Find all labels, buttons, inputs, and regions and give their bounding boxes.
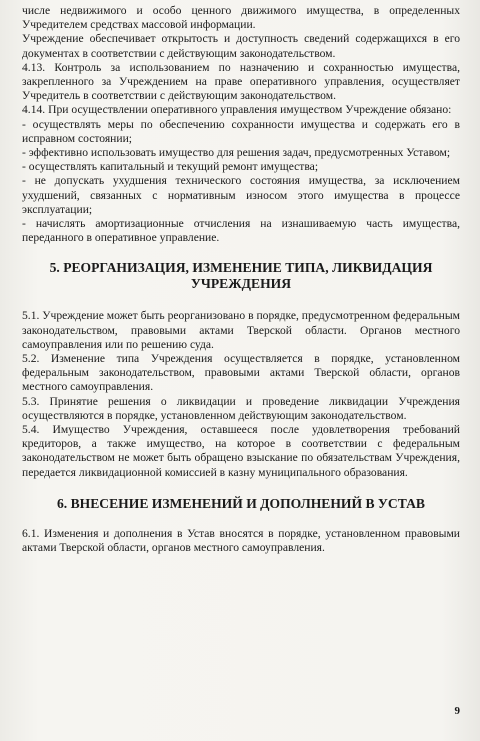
section-5-heading: 5. РЕОРГАНИЗАЦИЯ, ИЗМЕНЕНИЕ ТИПА, ЛИКВИДАЦИЯ УЧРЕЖДЕНИЯ (49, 260, 433, 292)
page-number: 9 (454, 705, 460, 717)
paragraph-6-1: 6.1. Изменения и дополнения в Устав вносятся в порядке, установленном правовыми актами Тверской области, органов местного самоуправления. (22, 526, 460, 555)
paragraph-5-1: 5.1. Учреждение может быть реорганизовано в порядке, предусмотренном федеральным законодательством, правовыми актами Тверской области. Органов местного самоуправления или по решению суда. (22, 309, 460, 351)
section-6-heading: 6. ВНЕСЕНИЕ ИЗМЕНЕНИЙ И ДОПОЛНЕНИЙ В УСТАВ (57, 495, 425, 511)
paragraph-4-14: 4.14. При осуществлении оперативного управления имуществом Учреждение обязано: (22, 103, 452, 117)
list-item-safety: - осуществлять меры по обеспечению сохранности имущества и содержать его в исправном состоянии; (22, 117, 460, 145)
paragraph-5-4: 5.4. Имущество Учреждения, оставшееся после удовлетворения требований кредиторов, а также имущество, на которое в соответствии с федеральным законодательством не может быть обращено взыскание по обязательствам Учреждения, передается ликвидационной комиссией в казну муниципального образования. (22, 423, 460, 479)
list-item-repair: - осуществлять капитальный и текущий ремонт имущества; (22, 160, 319, 174)
paragraph-4-12-end: числе недвижимого и особо ценного движимого имущества, в определенных Учредителем средствах массовой информации. (22, 4, 460, 32)
paragraph-openness: Учреждение обеспечивает открытость и доступность сведений содержащихся в его документах в соответствии с действующим законодательством. (22, 32, 460, 60)
paragraph-5-2: 5.2. Изменение типа Учреждения осуществляется в порядке, установленном федеральным законодательством, правовыми актами Тверской области, органов местного самоуправления. (22, 352, 460, 394)
list-item-no-deterioration: - не допускать ухудшения технического состояния имущества, за исключением ухудшений, связанных с нормативным износом этого имущества в процессе эксплуатации; (22, 174, 460, 216)
paragraph-4-13: 4.13. Контроль за использованием по назначению и сохранностью имущества, закрепленного за Учреждением на праве оперативного управления, осуществляет Учредитель в соответствии с действующим законодательством. (22, 60, 460, 103)
list-item-efficient-use: - эффективно использовать имущество для решения задач, предусмотренных Уставом; (22, 146, 451, 160)
list-item-depreciation: - начислять амортизационные отчисления на изнашиваемую часть имущества, переданного в оперативное управление. (22, 217, 460, 245)
paragraph-5-3: 5.3. Принятие решения о ликвидации и проведение ликвидации Учреждения осуществляются в порядке, установленном действующим законодательством. (22, 394, 460, 422)
